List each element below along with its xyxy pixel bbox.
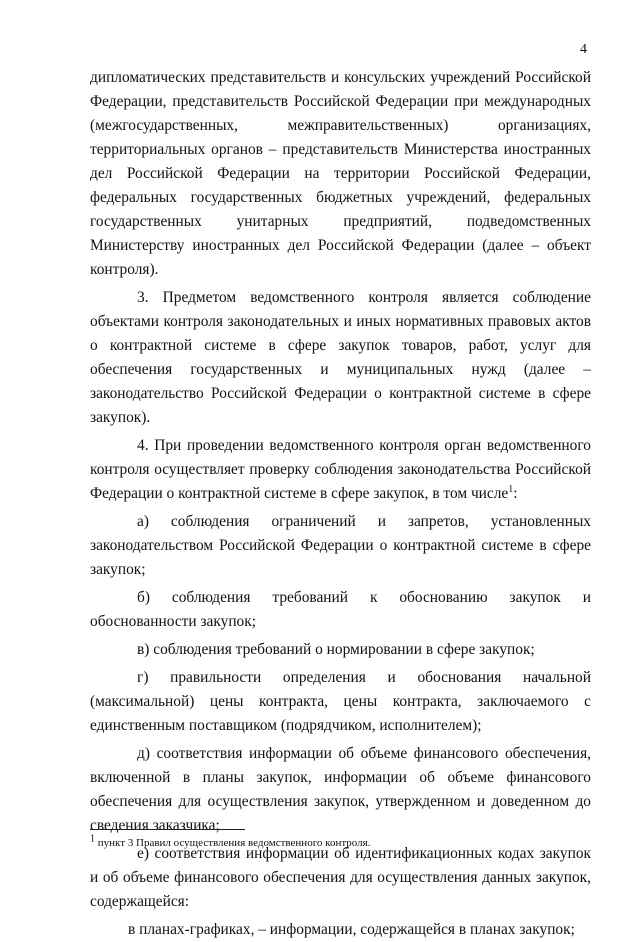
paragraph-subitem-b: б) соблюдения требований к обоснованию закупок и обоснованности закупок; xyxy=(90,589,591,630)
paragraph-item-4-tail: : xyxy=(513,485,518,502)
footnote-mark: 1 xyxy=(90,833,95,845)
paragraph-subitem-e-detail: в планах-графиках, – информации, содержащейся в планах закупок; xyxy=(128,921,575,938)
paragraph-subitem-e: е) соответствия информации об идентификационных кодах закупок и об объеме финансового обеспечения для осуществления данных закупок, содержащейся: xyxy=(90,845,591,910)
footnote-separator xyxy=(90,829,245,830)
footnote xyxy=(90,833,371,850)
footnote-text: пункт 3 Правил осуществления ведомственного контроля. xyxy=(95,837,371,849)
paragraph-item-3: 3. Предметом ведомственного контроля является соблюдение объектами контроля законодательных и иных нормативных правовых актов о контрактной системе в сфере закупок товаров, работ, услуг для обеспечения государственных и муниципальных нужд (далее – законодательство Российской Федерации о контрактной системе в сфере закупок). xyxy=(90,289,591,426)
paragraph-subitem-v: в) соблюдения требований о нормировании в сфере закупок; xyxy=(137,641,535,658)
paragraph-intro: дипломатических представительств и консульских учреждений Российской Федерации, представительств Российской Федерации при международных (межгосударственных, межправительственных) организациях, территориальных органов – представительств Министерства иностранных дел Российской Федерации на территории Российской Федерации, федеральных государственных бюджетных учреждений, федеральных государственных унитарных предприятий, подведомственных Министерству иностранных дел Российской Федерации (далее – объект контроля). xyxy=(90,69,591,278)
document-body xyxy=(90,66,591,942)
paragraph-subitem-a: а) соблюдения ограничений и запретов, установленных законодательством Российской Федерации о контрактной системе в сфере закупок; xyxy=(90,513,591,578)
footnote-reference: 1 xyxy=(508,483,514,495)
paragraph-item-4-text: 4. При проведении ведомственного контроля орган ведомственного контроля осуществляет проверку соблюдения законодательства Российской Федерации о контрактной системе в сфере закупок, в том числе xyxy=(90,437,591,502)
paragraph-item-4 xyxy=(90,434,591,506)
page-number: 4 xyxy=(580,42,587,57)
paragraph-subitem-d: д) соответствия информации об объеме финансового обеспечения, включенной в планы закупок, информации об объеме финансового обеспечения для осуществления закупок, утвержденном и доведенном до сведения заказчика; xyxy=(90,745,591,834)
paragraph-subitem-g: г) правильности определения и обоснования начальной (максимальной) цены контракта, цены контракта, заключаемого с единственным поставщиком (подрядчиком, исполнителем); xyxy=(90,669,591,734)
